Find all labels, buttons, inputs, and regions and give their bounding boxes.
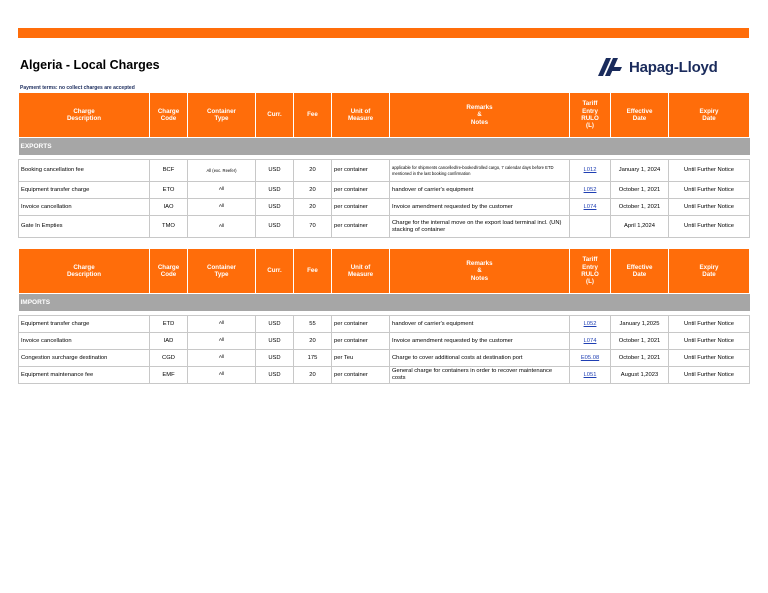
charge-code: ETD [150,316,188,333]
fee: 20 [294,367,332,384]
unit-of-measure: per container [332,160,390,182]
section-label-imports: IMPORTS [19,294,750,312]
unit-of-measure: per container [332,199,390,216]
container-type: All [188,367,256,384]
charge-code: IAO [150,199,188,216]
column-header: Tariff Entry RULO (L) [570,93,611,138]
fee: 175 [294,350,332,367]
charge-description: Invoice cancellation [19,333,150,350]
effective-date: April 1,2024 [611,216,669,238]
currency: USD [256,199,294,216]
payment-terms: Payment terms: no collect charges are accepted [20,85,135,91]
container-type: All (exc. Reefer) [188,160,256,182]
container-type: All [188,350,256,367]
orange-top-bar [18,28,749,38]
container-type: All [188,216,256,238]
table-row [19,182,750,199]
column-header: Charge Code [150,249,188,294]
column-header: Container Type [188,93,256,138]
tariff-entry-link [570,199,611,216]
expiry-date: Until Further Notice [669,316,750,333]
column-header: Curr. [256,249,294,294]
effective-date: January 1,2025 [611,316,669,333]
container-type: All [188,316,256,333]
column-header: Charge Code [150,93,188,138]
expiry-date: Until Further Notice [669,160,750,182]
column-header: Curr. [256,93,294,138]
tariff-entry-link [570,350,611,367]
unit-of-measure: per Teu [332,350,390,367]
expiry-date: Until Further Notice [669,216,750,238]
remarks: handover of carrier's equipment [390,316,570,333]
remarks: Charge to cover additional costs at destination port [390,350,570,367]
imports-header-row [19,249,750,294]
tariff-entry-link [570,182,611,199]
exports-table [18,92,750,238]
currency: USD [256,350,294,367]
currency: USD [256,160,294,182]
charge-code: BCF [150,160,188,182]
expiry-date: Until Further Notice [669,182,750,199]
remarks: handover of carrier's equipment [390,182,570,199]
charge-code: CGD [150,350,188,367]
charge-code: TMO [150,216,188,238]
container-type: All [188,182,256,199]
tariff-entry-link [570,367,611,384]
expiry-date: Until Further Notice [669,333,750,350]
column-header: Expiry Date [669,249,750,294]
tariff-link[interactable]: L012 [583,167,597,174]
unit-of-measure: per container [332,367,390,384]
expiry-date: Until Further Notice [669,199,750,216]
tariff-link[interactable]: E05.08 [580,354,600,361]
container-type: All [188,333,256,350]
expiry-date: Until Further Notice [669,350,750,367]
charge-description: Equipment transfer charge [19,316,150,333]
effective-date: October 1, 2021 [611,350,669,367]
effective-date: October 1, 2021 [611,199,669,216]
remarks: applicable for shipments cancelled/re-booked/rolled cargo, 7 calendar days before ETD mentioned in the last booking confirmation [390,160,570,182]
table-row [19,350,750,367]
tariff-link[interactable]: L052 [583,320,597,327]
tariff-entry-link [570,316,611,333]
charge-code: ETO [150,182,188,199]
fee: 20 [294,199,332,216]
column-header: Charge Description [19,93,150,138]
unit-of-measure: per container [332,182,390,199]
hapag-lloyd-logo [598,56,718,78]
exports-header-row [19,93,750,138]
column-header: Remarks & Notes [390,249,570,294]
fee: 20 [294,333,332,350]
column-header: Fee [294,249,332,294]
tariff-link[interactable]: L074 [583,203,597,210]
remarks: Charge for the internal move on the export load terminal incl. (UN) stacking of container [390,216,570,238]
fee: 20 [294,182,332,199]
charge-description: Booking cancellation fee [19,160,150,182]
remarks: Invoice amendment requested by the customer [390,199,570,216]
column-header: Fee [294,93,332,138]
currency: USD [256,367,294,384]
unit-of-measure: per container [332,316,390,333]
tariff-link[interactable]: L051 [583,371,597,378]
currency: USD [256,316,294,333]
charge-description: Invoice cancellation [19,199,150,216]
tariff-entry-link [570,216,611,238]
column-header: Effective Date [611,93,669,138]
column-header: Unit of Measure [332,93,390,138]
brand-name: Hapag-Lloyd [629,58,718,76]
column-header: Unit of Measure [332,249,390,294]
table-row [19,199,750,216]
charge-code: IAD [150,333,188,350]
tariff-entry-link [570,160,611,182]
charge-description: Equipment transfer charge [19,182,150,199]
imports-table [18,248,750,384]
charge-description: Equipment maintenance fee [19,367,150,384]
charge-description: Gate In Empties [19,216,150,238]
column-header: Container Type [188,249,256,294]
currency: USD [256,182,294,199]
charge-description: Congestion surcharge destination [19,350,150,367]
charge-code: EMF [150,367,188,384]
column-header: Remarks & Notes [390,93,570,138]
column-header: Effective Date [611,249,669,294]
column-header: Expiry Date [669,93,750,138]
container-type: All [188,199,256,216]
hapag-lloyd-wave-icon [598,58,622,76]
currency: USD [256,216,294,238]
tariff-link[interactable]: L074 [583,337,597,344]
remarks: General charge for containers in order to recover maintenance costs [390,367,570,384]
effective-date: August 1,2023 [611,367,669,384]
remarks: Invoice amendment requested by the customer [390,333,570,350]
column-header: Charge Description [19,249,150,294]
table-row [19,316,750,333]
tariff-entry-link [570,333,611,350]
section-label-exports: EXPORTS [19,138,750,156]
fee: 55 [294,316,332,333]
table-row [19,367,750,384]
table-row [19,216,750,238]
unit-of-measure: per container [332,216,390,238]
fee: 20 [294,160,332,182]
table-row [19,160,750,182]
unit-of-measure: per container [332,333,390,350]
column-header: Tariff Entry RULO (L) [570,249,611,294]
effective-date: October 1, 2021 [611,333,669,350]
tariff-link[interactable]: L052 [583,186,597,193]
effective-date: October 1, 2021 [611,182,669,199]
effective-date: January 1, 2024 [611,160,669,182]
page-title: Algeria - Local Charges [20,58,160,72]
expiry-date: Until Further Notice [669,367,750,384]
currency: USD [256,333,294,350]
table-row [19,333,750,350]
fee: 70 [294,216,332,238]
